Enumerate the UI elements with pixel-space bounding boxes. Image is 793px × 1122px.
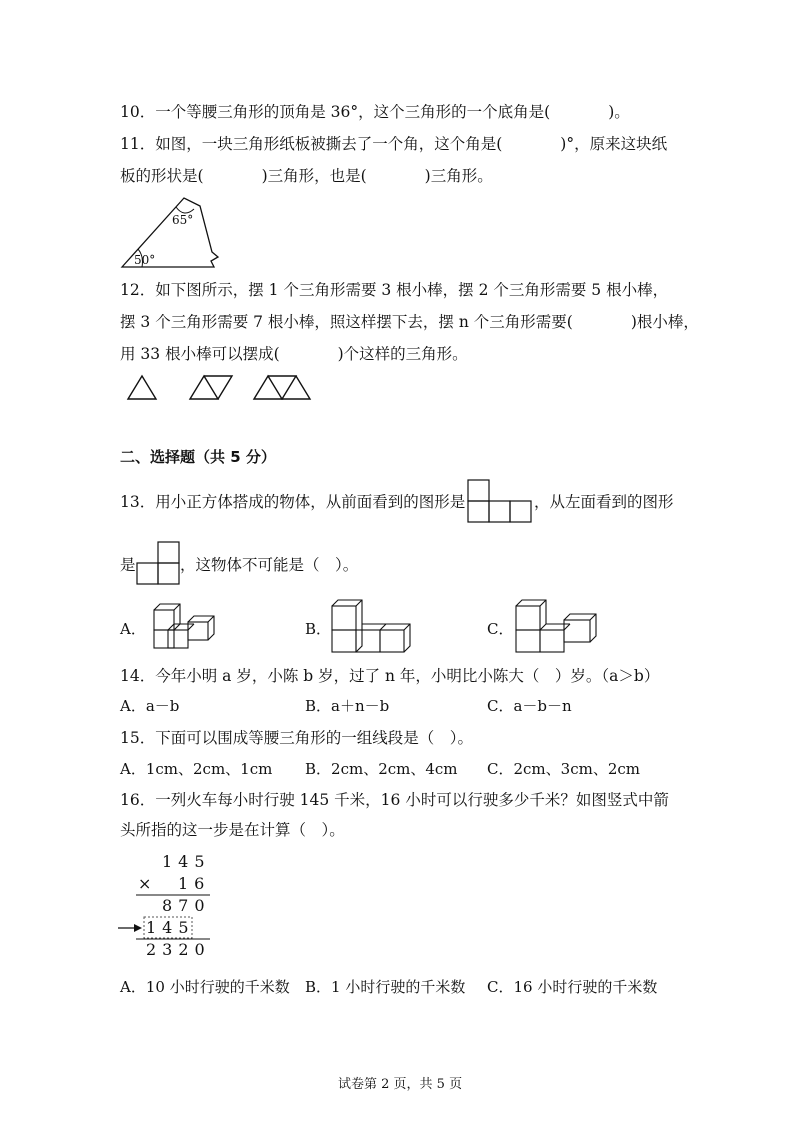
option-c[interactable]: C． <box>487 620 514 638</box>
question-16-line-1: 16．一列火车每小时行驶 145 千米，16 小时可以行驶多少千米？如图竖式中箭 <box>120 791 669 809</box>
question-13-line-1-post: ，从左面看到的图形 <box>534 493 674 511</box>
calc-row-multiplicand: 145 <box>162 852 211 871</box>
question-11-line-1: 11．如图，一块三角形纸板被撕去了一个角，这个角是( )°，原来这块纸 <box>120 135 668 153</box>
question-13-line-1-pre: 13．用小正方体搭成的物体，从前面看到的图形是 <box>120 493 466 511</box>
calc-lines <box>116 850 216 962</box>
option-c-cubes-icon <box>514 598 600 654</box>
calc-row-multiplier: 16 <box>178 874 211 893</box>
option-c[interactable]: C．16 小时行驶的千米数 <box>487 978 658 996</box>
question-12-line-3: 用 33 根小棒可以摆成( )个这样的三角形。 <box>120 345 468 363</box>
option-a-cubes-icon <box>150 600 222 652</box>
option-b[interactable]: B．2cm、2cm、4cm <box>305 760 458 778</box>
angle-label-50: 50° <box>134 253 156 267</box>
option-c[interactable]: C．2cm、3cm、2cm <box>487 760 640 778</box>
question-11-line-2: 板的形状是( )三角形，也是( )三角形。 <box>120 167 493 185</box>
option-a[interactable]: A．a－b <box>120 697 180 715</box>
question-16-line-2: 头所指的这一步是在计算（ ）。 <box>120 821 345 839</box>
question-13-line-2-pre: 是 <box>120 556 136 574</box>
question-12-line-1: 12．如下图所示，摆 1 个三角形需要 3 根小棒，摆 2 个三角形需要 5 根小棒， <box>120 281 669 299</box>
question-15: 15．下面可以围成等腰三角形的一组线段是（ ）。 <box>120 729 473 747</box>
option-b[interactable]: B．1 小时行驶的千米数 <box>305 978 466 996</box>
option-b-cubes-icon <box>330 598 416 654</box>
section-title: 二、选择题（共 5 分） <box>120 448 276 466</box>
question-13-line-2-post: ，这物体不可能是（ ）。 <box>180 556 359 574</box>
calc-times-sign: × <box>138 874 152 893</box>
option-c[interactable]: C．a－b－n <box>487 697 572 715</box>
stick-triangles-figure <box>126 374 316 402</box>
angle-label-65: 65° <box>172 213 194 227</box>
option-a[interactable]: A．10 小时行驶的千米数 <box>120 978 290 996</box>
option-a[interactable]: A．1cm、2cm、1cm <box>120 760 273 778</box>
left-view-figure <box>136 541 182 585</box>
calc-row-partial-1: 870 <box>162 896 211 915</box>
front-view-figure <box>467 479 533 523</box>
calc-row-partial-2: 145 <box>146 918 195 937</box>
question-14: 14．今年小明 a 岁，小陈 b 岁，过了 n 年，小明比小陈大（ ）岁。（a＞b） <box>120 667 660 685</box>
option-b[interactable]: B． <box>305 620 332 638</box>
option-a[interactable]: A． <box>120 620 146 638</box>
question-12-line-2: 摆 3 个三角形需要 7 根小棒，照这样摆下去，摆 n 个三角形需要( )根小棒， <box>120 313 699 331</box>
page-footer: 试卷第 2 页，共 5 页 <box>338 1077 463 1092</box>
option-b[interactable]: B．a＋n－b <box>305 697 390 715</box>
question-10: 10．一个等腰三角形的顶角是 36°，这个三角形的一个底角是( )。 <box>120 103 630 121</box>
calc-row-product: 2320 <box>146 940 211 959</box>
